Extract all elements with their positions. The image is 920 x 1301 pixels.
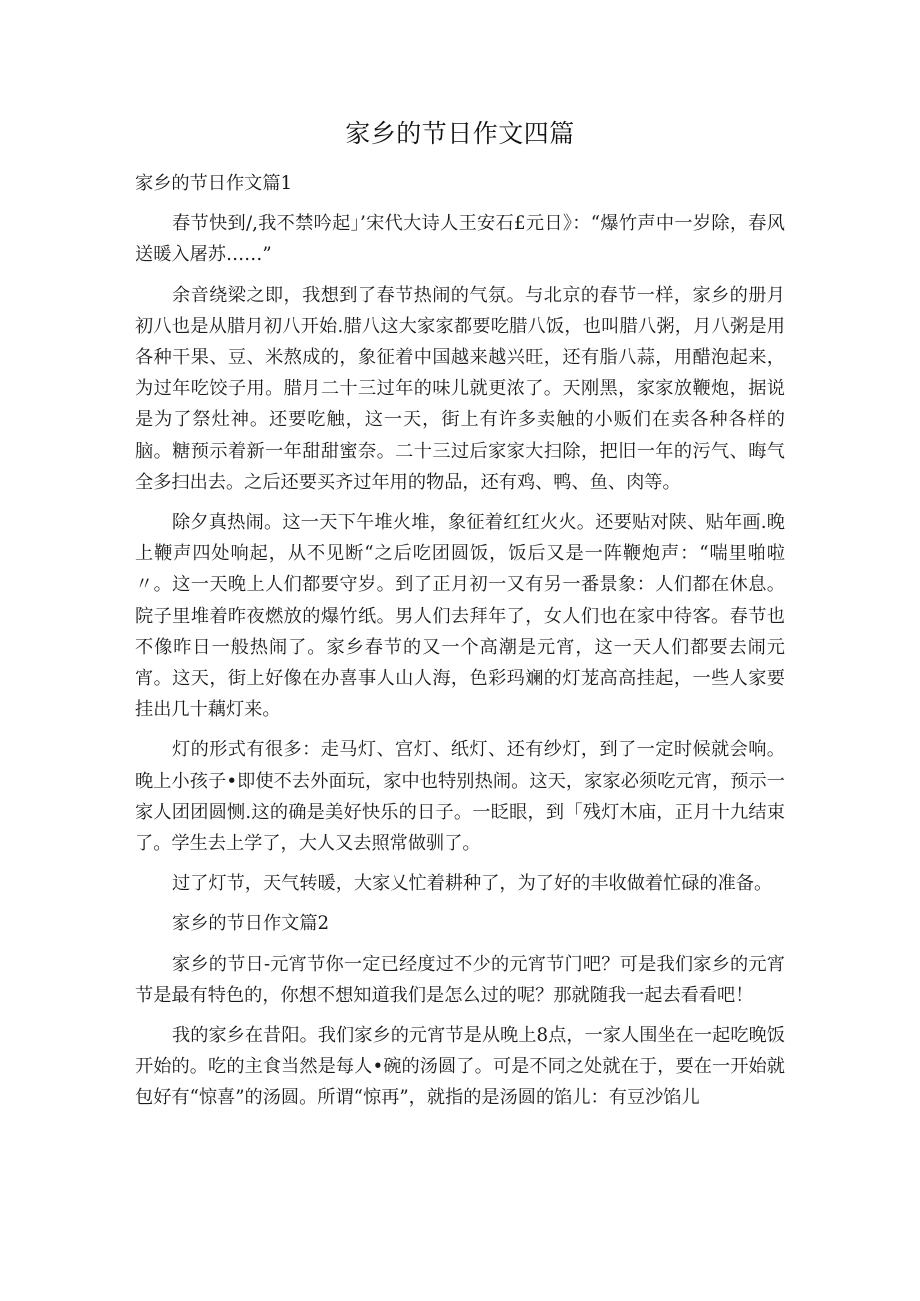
paragraph: 家乡的节日-元宵节你一定已经度过不少的元宵节门吧？可是我们家乡的元宵节是最有特色的，你想不想知道我们是怎么过的呢？那就随我一起去看看吧！ (135, 953, 785, 1006)
section-heading-1: 家乡的节日作文篇1 (135, 173, 293, 194)
document-body (135, 168, 785, 1123)
paragraph: 余音绕梁之即，我想到了春节热闹的气氛。与北京的春节一样，家乡的册月初八也是从腊月初八开始.腊八这大家家都要吃腊八饭，也叫腊八粥，月八粥是用各种干果、豆、米熬成的，象征着中国越来越兴旺，还有脂八蒜，用醋泡起来，为过年吃饺子用。腊月二十三过年的味儿就更浓了。天刚黑，家家放鞭炮，据说是为了祭灶神。还要吃触，这一天，街上有许多卖触的小贩们在卖各种各样的脑。糖预示着新一年甜甜蜜奈。二十三过后家家大扫除，把旧一年的污气、晦气全多扫出去。之后还要买齐过年用的物品，还有鸡、鸭、鱼、肉等。 (135, 284, 785, 493)
document-title: 家乡的节日作文四篇 (345, 119, 575, 148)
paragraph: 灯的形式有很多：走马灯、宫灯、纸灯、还有纱灯，到了一定时候就会响。晚上小孩子•即使不去外面玩，家中也特别热闹。这天，家家必须吃元宵，预示一家人团团圆恻.这的确是美好快乐的日子。一眨眼，到「残灯木庙，正月十九结束了。学生去上学了，大人又去照常做驯了。 (135, 739, 785, 855)
section-heading-2: 家乡的节日作文篇2 (172, 913, 330, 935)
paragraph: 除夕真热闹。这一天下午堆火堆，象征着红红火火。还要贴对陕、贴年画.晚上鞭声四处响起，从不见断“之后吃团圆饭，饭后又是一阵鞭炮声：“喘里啪啦〃。这一天晚上人们都要守岁。到了正月初一又有另一番景象：人们都在休息。院子里堆着昨夜燃放的爆竹纸。男人们去拜年了，女人们也在家中待客。春节也不像昨日一般热闹了。家乡春节的又一个高潮是元宵，这一天人们都要去闹元宵。这天，街上好像在办喜事人山人海，色彩玛斓的灯茏高高挂起，一些人家要挂出几十藕灯来。 (135, 512, 785, 721)
paragraph: 我的家乡在昔阳。我们家乡的元宵节是从晚上8点，一家人围坐在一起吃晚饭开始的。吃的主食当然是每人•碗的汤圆了。可是不同之处就在于，要在一开始就包好有“惊喜”的汤圆。所谓“惊再”，就指的是汤圆的馅儿：有豆沙馅儿 (135, 1025, 785, 1109)
paragraph: 过了灯节，天气转暖，大家乂忙着耕种了，为了好的丰收做着忙碌的准备。 (172, 873, 773, 895)
paragraph: 春节快到/,我不禁吟起」’宋代大诗人王安石£元日》：“爆竹声中一岁除，春风送暖入屠苏……” (135, 213, 785, 266)
